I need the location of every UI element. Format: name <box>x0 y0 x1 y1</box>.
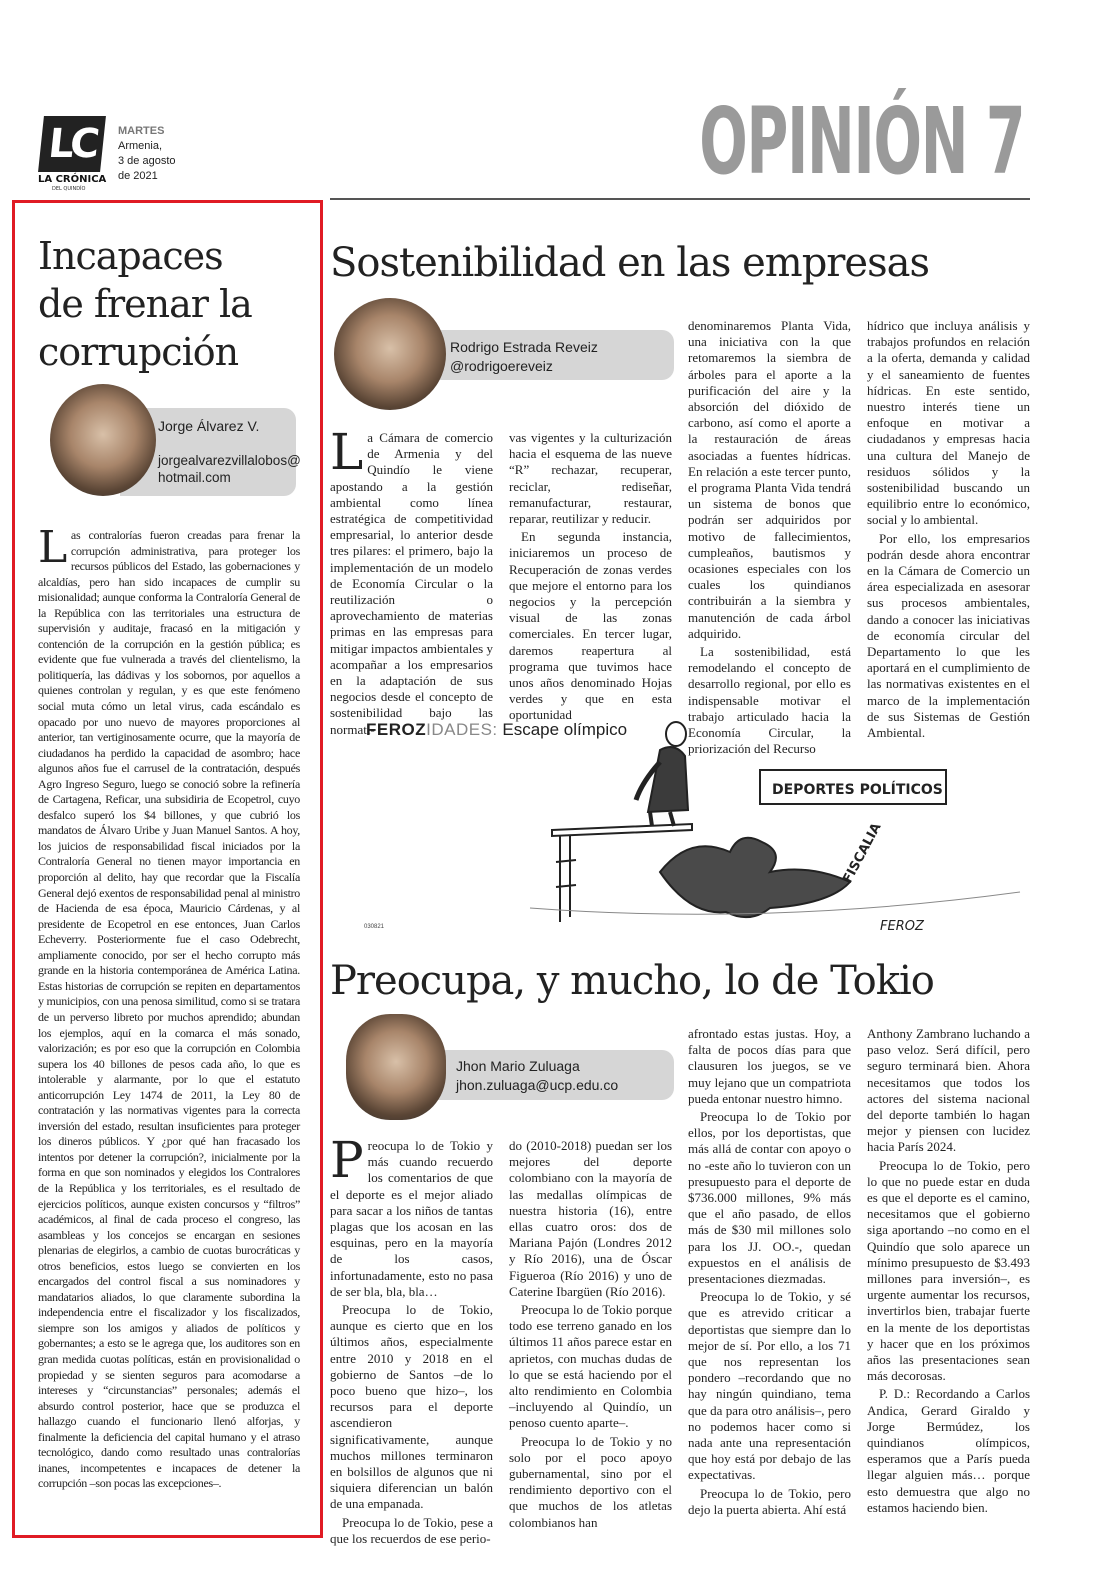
cartoon-label-text: FISCALIA <box>840 820 885 886</box>
article2-author-email: jhon.zuluaga@ucp.edu.co <box>456 1077 619 1093</box>
left-author-email: jorgealvarezvillalobos@ hotmail.com <box>158 453 301 485</box>
dropcap: L <box>330 423 364 481</box>
cartoon-title-grey: IDADES: <box>426 720 498 739</box>
article1-col1 <box>330 423 493 740</box>
author-photo <box>346 1014 446 1120</box>
article2-col1 <box>330 1131 493 1549</box>
author-photo <box>334 298 446 410</box>
date-block <box>118 124 176 184</box>
paragraph: Preocupa lo de Tokio, aunque es cierto que en los últimos años, especialmente entre 2010 y 2018 en el gobierno de Santos –de lo poco bueno que hizo–, los recursos para el deporte ascendieron significativamente, aunque muchos millones terminaron en bolsillos de algunos que ni siquiera diferencian un balón de una empanada. <box>330 1302 493 1512</box>
article2-col2 <box>509 1138 672 1533</box>
cartoon-sign-text: DEPORTES POLÍTICOS <box>772 782 943 798</box>
cartoon-signature: FEROZ <box>880 919 924 934</box>
paragraph: P. D.: Recordando a Carlos Andica, Gerard Giraldo y Jorge Bermúdez, los quindianos olímpicos, esperamos que a París pueda llegar alguien más… porque esto demuestra que algo no estamos haciendo bien. <box>867 1386 1030 1515</box>
cartoon-title-bold: FEROZ <box>366 720 427 739</box>
paragraph: denominaremos Planta Vida, una iniciativa con la que retomaremos la siembra de árboles para el aporte a la purificación del aire y la absorción del dióxido de carbono, así como el aporte a la restauración de áreas asociadas a fuentes hídricas. En relación a este tercer punto, el programa Planta Vida tendrá un sistema de bonos que podrán ser adquiridos por motivo de fallecimientos, cumpleaños, bautismos y ocasiones especiales con los cuales los quindianos contribuirán a la siembra y manutención de cada árbol adquirido. <box>688 318 851 641</box>
weekday: MARTES <box>118 125 165 137</box>
article1-headline: Sostenibilidad en las empresas <box>330 240 930 286</box>
paragraph: Preocupa lo de Tokio, pero lo que no puede estar en duda es que el deporte es el camino, necesitamos que el gobierno siga aportando –no como en el Quindío que solo aparece un mínimo presupuesto de $3.493 millones para inversión–, es urgente aumentar los recursos, invertirlos bien, trabajar fuerte en la mente de los deportistas y hacer que en los próximos años las presentaciones sean más decorosas. <box>867 1157 1030 1384</box>
article1-col4 <box>867 318 1030 743</box>
paragraph: En segunda instancia, iniciaremos un proceso de Recuperación de zonas verdes que mejore el entorno para los negocios y la percepción visual de las zonas comerciales. En tercer lugar, daremos reapertura al programa que tuvimos hace unos años denominado Hojas verdes y que en esta oportunidad <box>509 529 672 723</box>
paragraph: hídrico que incluya análisis y trabajos profundos en relación a la oferta, demanda y calidad y el saneamiento de fuentes hídricas. En este sentido, nuestro interés tiene un enfoque en motivar a ciudadanos y empresas hacia una cultura del Manejo de residuos sólidos y la sostenibilidad buscando un equilibrio entre lo económico, social y lo ambiental. <box>867 318 1030 528</box>
paragraph: Preocupa lo de Tokio, pese a que los recuerdos de ese perio- <box>330 1514 493 1546</box>
article2-col3 <box>688 1026 851 1520</box>
left-headline <box>38 232 318 376</box>
article2-author-box <box>420 1050 674 1100</box>
article2-author-name: Jhon Mario Zuluaga <box>456 1058 580 1074</box>
left-headline-line: de frenar la <box>38 282 252 326</box>
paragraph: Preocupa lo de Tokio, y sé que es atrevido criticar a deportistas que siempre dan lo mejor de sí. Por ello, a los 71 que nos representan los pondero –recordando que no hay ningún quindiano, tema que da para otro análisis–, pero no podemos hacer como si nada ante una representación que hoy está por debajo de las expectativas. <box>688 1289 851 1483</box>
left-headline-line: corrupción <box>38 330 239 374</box>
paragraph: a Cámara de comercio de Armenia y del Quindío le viene apostando a la gestión ambiental como línea estratégica de competitividad empresarial, lo anterior desde tres pilares: el primero, bajo la implementación de un modelo de Economía Circular o la reutilización o aprovechamiento de materias primas en las empresas para mitigar impactos ambientales y acompañar a los empresarios en la adaptación de sus negocios desde el concepto de sostenibilidad bajo las normati- <box>330 430 493 737</box>
paragraph: Preocupa lo de Tokio, pero dejo la puerta abierta. Ahí está <box>688 1485 851 1517</box>
article1-author-box <box>420 330 674 380</box>
left-article-body <box>38 522 300 1494</box>
paragraph: reocupa lo de Tokio y más cuando recuerdo los comentarios de que el deporte es el mejor aliado para sacar a los niños de tantas plagas que los acosan en las esquinas, pero en la mayoría de los casos, infortunadamente, esto no pasa de ser bla, bla, bla… <box>330 1138 493 1299</box>
paragraph: La sostenibilidad, está remodelando el concepto de desarrollo regional, por ello es indispensable motivar el trabajo articulado hacia la Economía Circular, la priorización del Recurso <box>688 644 851 757</box>
left-author-name: Jorge Álvarez V. <box>158 418 260 434</box>
logo-name: LA CRÓNICA <box>38 174 107 185</box>
article1-col3 <box>688 318 851 759</box>
logo-subtitle: DEL QUINDÍO <box>52 186 86 192</box>
article2-col4 <box>867 1026 1030 1518</box>
article2-headline: Preocupa, y mucho, lo de Tokio <box>330 958 934 1004</box>
article1-col2 <box>509 430 672 726</box>
paragraph: as contralorías fueron creadas para frenar la corrupción administrativa, para proteger los recursos públicos del Estado, las gobernaciones y alcaldías, pero han sido incapaces de cumplir su misionalidad; aunque conforma la Contraloría General de la República con las territoriales una estructura de supervisión y auditaje, fracasó en la mitigación y contención de la corrupción en la gestión pública; es evidente que fue vulnerada a través del clientelismo, la politiquería, las dádivas y los sobornos, por aquellos a quienes controlan y regulan, y es que este fenómeno social muta cómo un letal virus, cada escándalo es opacado por uno nuevo de mayores proporciones al anterior, tan vertiginosamente ocurre, que la mayoría de ciudadanos ha perdido la capacidad de asombro; hace algunos años fue el carrusel de la contratación, después Agro Ingreso Seguro, luego se conoció sobre la refinería de Cartagena, Reficar, una subsidiria de Ecopetrol, cuyo desfalco superó los $4 billones, y que cubrió los mandatos de Álvaro Uribe y Juan Manuel Santos. A hoy, los juicios de responsabilidad fiscal iniciados por la Contraloría General no tienen mayor importancia en proporción al delito, hay que recordar que la Fiscalía General dejó exentos de responsabilidad penal al ministro de Hacienda de esa época, Mauricio Cárdenas, y al presidente de Ecopetrol en ese entonces, Juan Carlos Echeverry. Posteriormente fue el caso Odebrecht, ampliamente conocido, por ser el hecho corrupto más grande en la historia contemporánea de América Latina. Estas historias de corrupción se repiten en departamentos y municipios, con una penosa similitud, como si se tratara de un perverso libreto por muchos aprendido; abundan los ejemplos, aquí en la comarca el más sonado, valorización; es por eso que la corrupción en Colombia supera los 40 billones de pesos cada año, lo que es intolerable y alarmante, por lo que el estatuto anticorrupción Ley 1474 de 2011, la Ley 80 de contratación y las normativas vigentes para la correcta inversión del estado, resultan insuficientes para proteger los dineros públicos. Y ¿por qué han fracasado los intentos por detener la corrupción?, inicialmente por la forma en que son nominados y elegidos los Contralores de la República y los territoriales, es el resultado de ejercicios políticos, aunque existen concursos y “filtros” académicos, al final de cada proceso el congreso, las asambleas y los concejos se encargan en sesiones plenarias de elegirlos, a cambio de cuotas burocráticas y otros beneficios, estos luego se convierten en los encargados del control fiscal a sus nominadores y mandatarios aliados, lo que claramente subordina la independencia entre el fiscalizador y los fiscalizados, siempre son los amigos y aliados de políticos y gobernantes; a esto se le agrega que, los auditores son en gran medida cuotas políticas, están en provisionalidad o propiedad y se sienten seguros para acomodarse a intereses y “circunstancias” personales; además el absurdo control posterior, hace que se produzca el hallazgo cuando el funcionario llenó alforjas, y finalmente la deficiencia del capital humano y el atraso tecnológico, dando como resultado unas contralorías inanes, incompetentes e incapaces de detener la corrupción –son pocas las excepciones–. <box>38 528 300 1491</box>
cartoon-illustration <box>330 712 1030 942</box>
paragraph: afrontado estas justas. Hoy, a falta de pocos días para que clausuren los juegos, se ve muy lejano que un compatriota pueda entonar nuestro himno. <box>688 1026 851 1106</box>
dropcap: L <box>38 522 67 573</box>
newspaper-logo: LC <box>38 116 106 172</box>
paragraph: Preocupa lo de Tokio porque todo ese terreno ganado en los últimos 11 años parece estar en aprietos, con muchas dudas de lo que se está haciendo por el alto rendimiento en Colombia –incluyendo al Quindío, un penoso cuento aparte–. <box>509 1302 672 1431</box>
article1-author-name: Rodrigo Estrada Reveiz <box>450 339 598 355</box>
paragraph: Preocupa lo de Tokio y no solo por el poco apoyo gubernamental, sino por el rendimiento deportivo con el que muchos de los atletas colombianos han <box>509 1433 672 1530</box>
section-title: OPINIÓN 7 <box>698 88 1024 195</box>
left-headline-line: Incapaces <box>38 234 223 278</box>
year: de 2021 <box>118 170 158 182</box>
paragraph: Anthony Zambrano luchando a paso veloz. Será difícil, pero seguro terminará bien. Ahora necesitamos que todos los actores del sistema nacional del deporte también lo hagan mejor y piensen con lucidez hacia París 2024. <box>867 1026 1030 1155</box>
article1-author-handle: @rodrigoereveiz <box>450 358 553 374</box>
header-rule <box>330 198 1030 200</box>
paragraph: vas vigentes y la culturización hacia el esquema de las nueve “R” rechazar, recuperar, reciclar, rediseñar, remanufacturar, restaurar, reparar, reutilizar y reducir. <box>509 430 672 527</box>
paragraph: Preocupa lo de Tokio por ellos, por los deportistas, que más allá de contar con apoyo o no -este año lo tuvieron con un presupuesto para el deporte de $736.000 millones, 9% más que el año pasado, de ellos más de $30 mil millones solo para los JJ. OO.-, quedan expuestos en el análisis de presentaciones diezmadas. <box>688 1109 851 1287</box>
cartoon-code: 030821 <box>364 924 385 930</box>
author-photo <box>50 384 156 496</box>
paragraph: do (2010-2018) puedan ser los mejores del deporte colombiano con la mayoría de las medallas olímpicas de nuestra historia (16), entre ellas cuatro oros: dos de Mariana Pajón (Londres 2012 y Río 2016), una de Óscar Figueroa (Río 2016) y uno de Caterine Ibargüen (Río 2016). <box>509 1138 672 1299</box>
cartoon-title-rest: Escape olímpico <box>502 720 628 739</box>
paragraph: Por ello, los empresarios podrán desde ahora encontrar en la Cámara de Comercio un área especializada en asesorar sus procesos ambientales, dando a conocer las iniciativas de economía circular del Departamento lo que les aportará en el cumplimiento de las normativas existentes en el marco de la implementación de sus Sistemas de Gestión Ambiental. <box>867 530 1030 741</box>
dropcap: P <box>330 1131 364 1189</box>
date: 3 de agosto <box>118 155 176 167</box>
city: Armenia, <box>118 140 163 152</box>
